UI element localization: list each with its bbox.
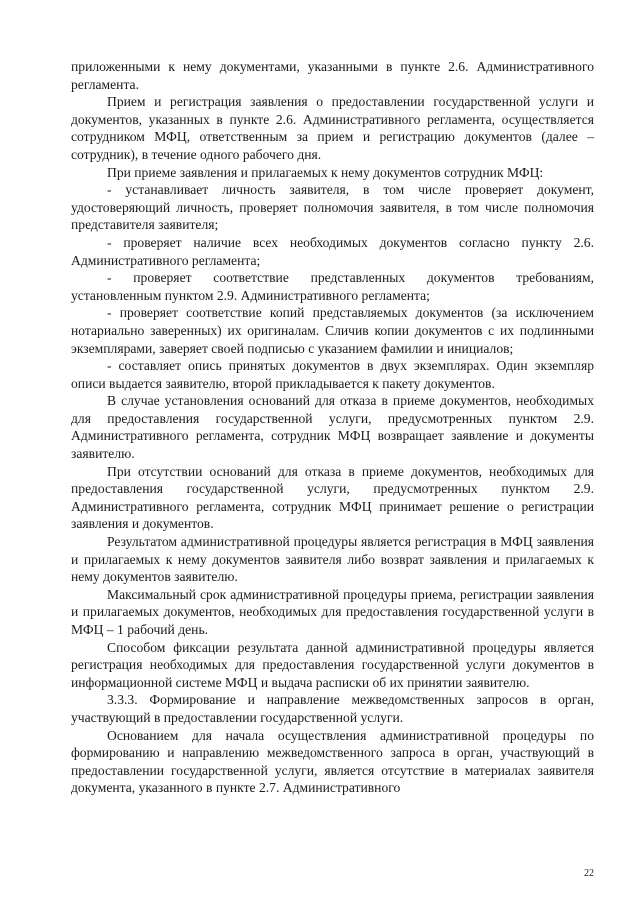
list-item-identity-check: - устанавливает личность заявителя, в том числе проверяет документ, удостоверяющий личность, проверяет полномочия заявителя, в том числе полномочия представителя заявителя; bbox=[71, 182, 594, 233]
list-item-documents-presence: - проверяет наличие всех необходимых документов согласно пункту 2.6. Административного регламента; bbox=[71, 234, 594, 268]
paragraph-fixation: Способом фиксации результата данной административной процедуры является регистрация необходимых для предоставления государственной услуги документов в информационной системе МФЦ и выдача расписки об их принятии заявителю. bbox=[71, 639, 594, 690]
paragraph-interagency-basis: Основанием для начала осуществления административной процедуры по формированию и направлению межведомственного запроса в орган, участвующий в предоставлении государственной услуги, является отсутствие в материалах заявителя документа, указанного в пункте 2.7. Административного bbox=[71, 727, 594, 796]
paragraph-max-term: Максимальный срок административной процедуры приема, регистрации заявления и прилагаемых документов, необходимых для предоставления государственной услуги в МФЦ – 1 рабочий день. bbox=[71, 586, 594, 637]
list-item-inventory: - составляет опись принятых документов в двух экземплярах. Один экземпляр описи выдается заявителю, второй прикладывается к пакету документов. bbox=[71, 358, 594, 391]
paragraph-reception-registration: Прием и регистрация заявления о предоставлении государственной услуги и документов, указанных в пункте 2.6. Административного регламента, осуществляется сотрудником МФЦ, ответственным за прием и регистрацию документов (далее – сотрудник), в течение одного рабочего дня. bbox=[71, 94, 594, 162]
paragraph-reception-intro: При приеме заявления и прилагаемых к нему документов сотрудник МФЦ: bbox=[107, 164, 544, 180]
page-number: 22 bbox=[584, 868, 594, 879]
section-heading-3-3-3: 3.3.3. Формирование и направление межведомственных запросов в орган, участвующий в предоставлении государственной услуги. bbox=[71, 692, 594, 725]
document-page bbox=[71, 58, 594, 797]
paragraph-refusal: В случае установления оснований для отказа в приеме документов, необходимых для предоставления государственной услуги, предусмотренных пунктом 2.9. Административного регламента, сотрудник МФЦ возвращает заявление и документы заявителю. bbox=[71, 393, 594, 462]
paragraph-result: Результатом административной процедуры является регистрация в МФЦ заявления и прилагаемых к нему документов заявителя либо возврат заявления и прилагаемых к нему документов заявителю. bbox=[71, 534, 594, 585]
paragraph-no-refusal: При отсутствии оснований для отказа в приеме документов, необходимых для предоставления государственной услуги, предусмотренных пунктом 2.9. Административного регламента, сотрудник МФЦ принимает решение о регистрации заявления и документов. bbox=[71, 463, 594, 532]
list-item-requirements-check: - проверяет соответствие представленных документов требованиям, установленным пунктом 2.9. Административного регламента; bbox=[71, 270, 594, 303]
list-item-copies-check: - проверяет соответствие копий представляемых документов (за исключением нотариально заверенных) их оригиналам. Сличив копии документов с их подлинными экземплярами, заверяет своей подписью с указанием фамилии и инициалов; bbox=[71, 305, 594, 356]
paragraph-continuation: приложенными к нему документами, указанными в пункте 2.6. Административного регламента. bbox=[71, 59, 594, 92]
